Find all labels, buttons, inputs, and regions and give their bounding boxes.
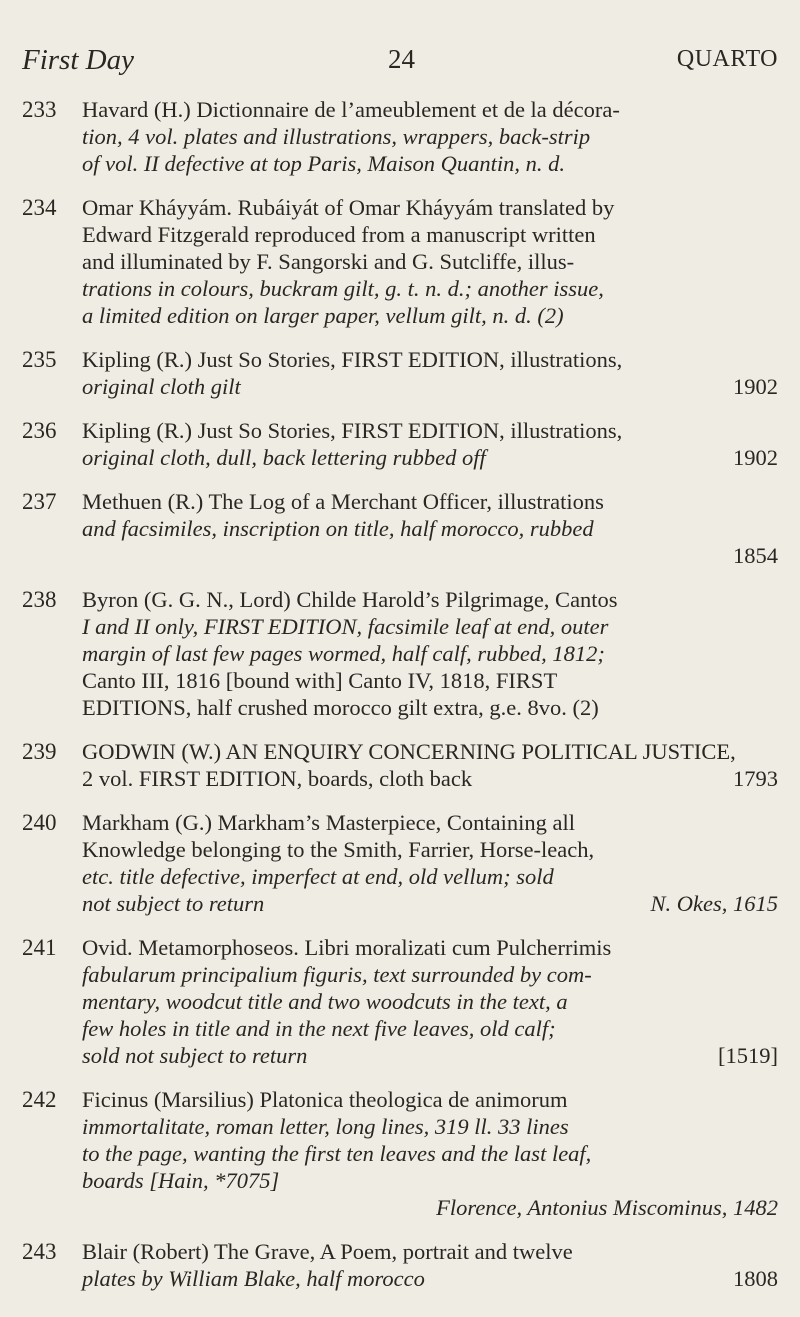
lot-line: boards [Hain, *7075] bbox=[82, 1168, 280, 1193]
lot-description bbox=[82, 738, 778, 792]
lot-line: not subject to return bbox=[82, 891, 265, 916]
page-number: 24 bbox=[388, 44, 415, 74]
lot-list bbox=[22, 96, 778, 1309]
lot-date: 1808 bbox=[733, 1266, 778, 1291]
lot-line: tion, 4 vol. plates and illustrations, wrappers, back-strip bbox=[82, 124, 591, 149]
lot-description bbox=[82, 346, 778, 400]
lot-237 bbox=[22, 488, 778, 569]
lot-line-row bbox=[82, 1265, 778, 1292]
lot-number: 241 bbox=[22, 935, 57, 960]
lot-line: GODWIN (W.) AN ENQUIRY CONCERNING POLITICAL JUSTICE, bbox=[82, 739, 736, 764]
lot-date: [1519] bbox=[718, 1043, 778, 1068]
lot-description bbox=[82, 417, 778, 471]
lot-date: 1902 bbox=[733, 374, 778, 399]
lot-description bbox=[82, 1086, 778, 1221]
lot-line: immortalitate, roman letter, long lines, 319 ll. 33 lines bbox=[82, 1114, 569, 1139]
lot-description bbox=[82, 194, 778, 329]
lot-line: Ovid. Metamorphoseos. Libri moralizati cum Pulcherrimis bbox=[82, 935, 612, 960]
lot-line: Byron (G. G. N., Lord) Childe Harold’s Pilgrimage, Cantos bbox=[82, 587, 618, 612]
lot-line: Edward Fitzgerald reproduced from a manuscript written bbox=[82, 222, 596, 247]
lot-imprint: N. Okes, 1615 bbox=[650, 891, 778, 916]
lot-number: 243 bbox=[22, 1239, 57, 1264]
lot-235 bbox=[22, 346, 778, 400]
lot-description bbox=[82, 96, 778, 177]
lot-line: to the page, wanting the first ten leaves and the last leaf, bbox=[82, 1141, 592, 1166]
lot-date: 1902 bbox=[733, 445, 778, 470]
lot-line: Kipling (R.) Just So Stories, FIRST EDITION, illustrations, bbox=[82, 347, 623, 372]
lot-description bbox=[82, 809, 778, 917]
lot-line: margin of last few pages wormed, half calf, rubbed, 1812; bbox=[82, 641, 605, 666]
lot-line: and illuminated by F. Sangorski and G. Sutcliffe, illus- bbox=[82, 249, 575, 274]
lot-line: of vol. II defective at top Paris, Maison Quantin, n. d. bbox=[82, 151, 566, 176]
lot-line: Blair (Robert) The Grave, A Poem, portrait and twelve bbox=[82, 1239, 573, 1264]
lot-line: fabularum principalium figuris, text surrounded by com- bbox=[82, 962, 592, 987]
lot-date: 1793 bbox=[733, 766, 778, 791]
day-label: First Day bbox=[22, 44, 134, 76]
lot-line: Omar Kháyyám. Rubáiyát of Omar Kháyyám translated by bbox=[82, 195, 615, 220]
lot-line-row bbox=[82, 1042, 778, 1069]
lot-line: I and II only, FIRST EDITION, facsimile leaf at end, outer bbox=[82, 614, 609, 639]
lot-number: 234 bbox=[22, 195, 57, 220]
lot-239 bbox=[22, 738, 778, 792]
lot-line: original cloth gilt bbox=[82, 374, 241, 399]
lot-line: Havard (H.) Dictionnaire de l’ameublement et de la décora- bbox=[82, 97, 620, 122]
lot-242 bbox=[22, 1086, 778, 1221]
lot-number: 235 bbox=[22, 347, 57, 372]
lot-line: 2 vol. FIRST EDITION, boards, cloth back bbox=[82, 766, 473, 791]
lot-line: Ficinus (Marsilius) Platonica theologica de animorum bbox=[82, 1087, 568, 1112]
lot-number: 238 bbox=[22, 587, 57, 612]
lot-imprint: Florence, Antonius Miscominus, 1482 bbox=[436, 1195, 778, 1220]
format-label: QUARTO bbox=[676, 46, 778, 72]
lot-line: original cloth, dull, back lettering rubbed off bbox=[82, 445, 486, 470]
lot-line: and facsimiles, inscription on title, half morocco, rubbed bbox=[82, 516, 594, 541]
lot-description bbox=[82, 934, 778, 1069]
lot-number: 242 bbox=[22, 1087, 57, 1112]
lot-number: 239 bbox=[22, 739, 57, 764]
lot-line: Markham (G.) Markham’s Masterpiece, Containing all bbox=[82, 810, 575, 835]
lot-number: 233 bbox=[22, 97, 57, 122]
lot-line-row bbox=[82, 890, 778, 917]
lot-line: mentary, woodcut title and two woodcuts in the text, a bbox=[82, 989, 568, 1014]
lot-line-row bbox=[82, 765, 778, 792]
lot-236 bbox=[22, 417, 778, 471]
lot-line-row bbox=[82, 444, 778, 471]
lot-line-row bbox=[82, 373, 778, 400]
lot-line: a limited edition on larger paper, vellum gilt, n. d. (2) bbox=[82, 303, 564, 328]
lot-line: Methuen (R.) The Log of a Merchant Officer, illustrations bbox=[82, 489, 604, 514]
lot-description bbox=[82, 1238, 778, 1292]
lot-line: Canto III, 1816 [bound with] Canto IV, 1818, FIRST bbox=[82, 668, 558, 693]
lot-243 bbox=[22, 1238, 778, 1292]
lot-line: Kipling (R.) Just So Stories, FIRST EDITION, illustrations, bbox=[82, 418, 623, 443]
lot-line: etc. title defective, imperfect at end, old vellum; sold bbox=[82, 864, 554, 889]
lot-description bbox=[82, 488, 778, 569]
lot-date: 1854 bbox=[733, 543, 778, 568]
lot-240 bbox=[22, 809, 778, 917]
lot-number: 237 bbox=[22, 489, 57, 514]
lot-line: sold not subject to return bbox=[82, 1043, 308, 1068]
lot-238 bbox=[22, 586, 778, 721]
lot-line: EDITIONS, half crushed morocco gilt extra, g.e. 8vo. (2) bbox=[82, 695, 599, 720]
lot-number: 240 bbox=[22, 810, 57, 835]
lot-241 bbox=[22, 934, 778, 1069]
page-header bbox=[22, 44, 778, 84]
lot-line: plates by William Blake, half morocco bbox=[82, 1266, 425, 1291]
lot-description bbox=[82, 586, 778, 721]
lot-line: few holes in title and in the next five leaves, old calf; bbox=[82, 1016, 556, 1041]
lot-number: 236 bbox=[22, 418, 57, 443]
lot-233 bbox=[22, 96, 778, 177]
lot-line: trations in colours, buckram gilt, g. t. n. d.; another issue, bbox=[82, 276, 604, 301]
lot-234 bbox=[22, 194, 778, 329]
lot-line: Knowledge belonging to the Smith, Farrier, Horse-leach, bbox=[82, 837, 595, 862]
